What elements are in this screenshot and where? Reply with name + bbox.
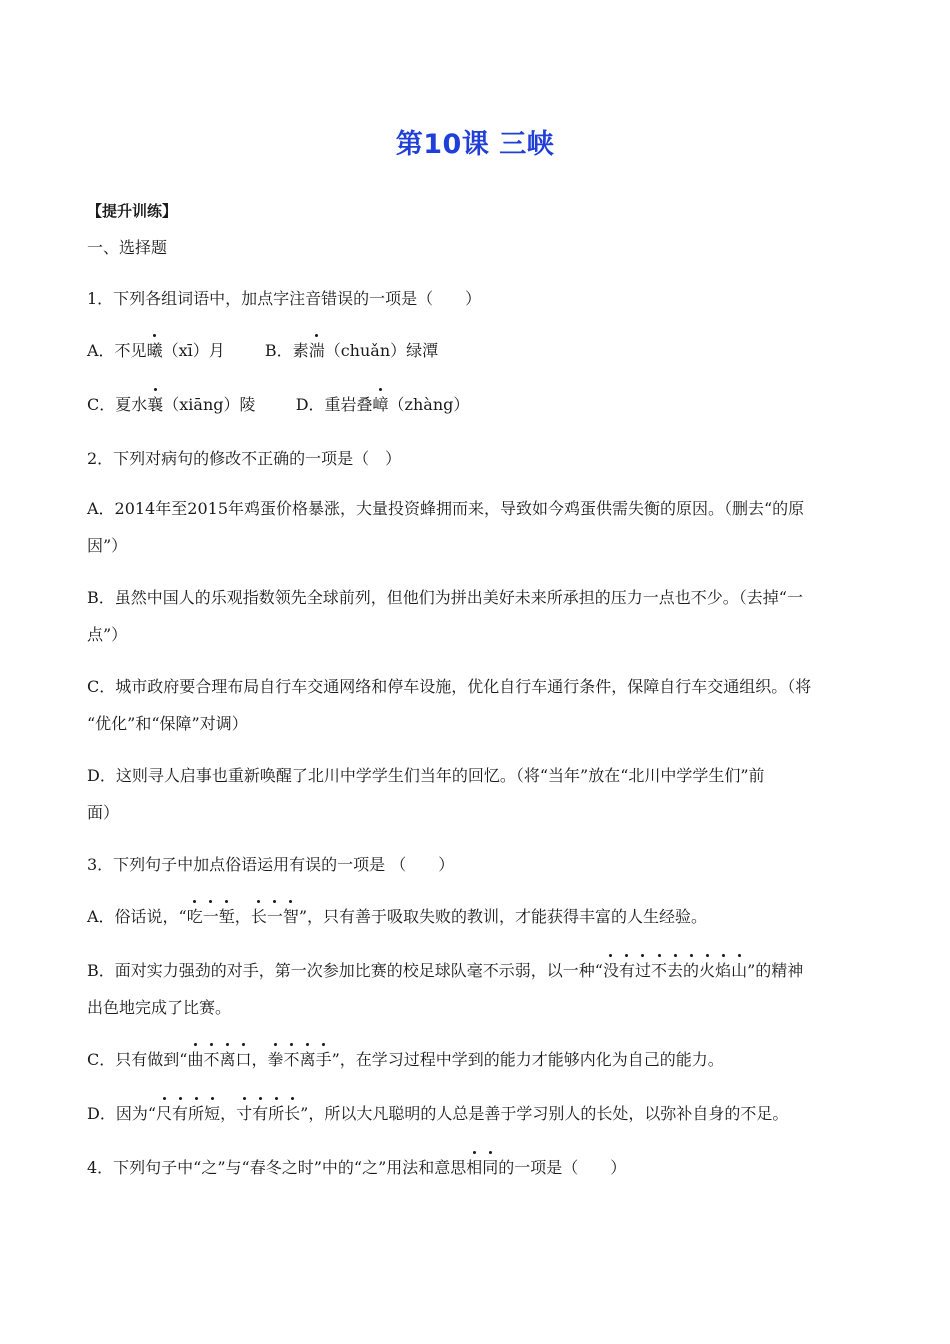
dotted-char: 一 [266, 907, 283, 926]
dotted-char: 堑 [218, 907, 235, 926]
dotted-char: 长 [250, 907, 267, 926]
dotted-char: 有 [252, 1104, 269, 1123]
dotted-char: 口 [235, 1050, 252, 1069]
q2-option-d: D．这则寻人启事也重新唤醒了北川中学学生们当年的回忆。（将“当年”放在“北川中学学生们”前 [87, 766, 765, 785]
dotted-char: 嶂 [372, 395, 389, 414]
dotted-char: 长 [284, 1104, 301, 1123]
dotted-char: 有 [172, 1104, 189, 1123]
q2-option-a-cont: 因”） [87, 536, 128, 555]
q3-option-b-cont: 出色地完成了比赛。 [87, 998, 232, 1017]
dotted-char: 尺 [156, 1104, 173, 1123]
q3-option-b: B．面对实力强劲的对手，第一次参加比赛的校足球队毫不示弱，以一种“没有过不去的火焰山”的精神 [87, 961, 804, 980]
dotted-char: 不 [283, 1050, 300, 1069]
q1-options-ab [87, 340, 438, 362]
q3-option-a: A．俗话说，“吃一堑，长一智”，只有善于吸取失败的教训，才能获得丰富的人生经验。 [87, 907, 708, 926]
dotted-char: 所 [268, 1104, 285, 1123]
dotted-char: 拳 [267, 1050, 284, 1069]
dotted-char: 有 [618, 961, 635, 980]
q3-stem: 3．下列句子中加点俗语运用有误的一项是 （ ） [87, 855, 455, 874]
dotted-char: 吃 [186, 907, 203, 926]
dotted-char: 智 [282, 907, 299, 926]
q1-option-c: C．夏水襄（xiāng）陵 [87, 395, 256, 414]
q4-stem: 4．下列句子中“之”与“春冬之时”中的“之”用法和意思相同的一项是（ ） [87, 1158, 627, 1177]
dotted-char: 寸 [236, 1104, 253, 1123]
dotted-punct: ， [234, 907, 251, 926]
dotted-char: 的 [683, 961, 700, 980]
dotted-punct: ， [220, 1104, 237, 1123]
dotted-char: 焰 [715, 961, 732, 980]
q2-option-c-cont: “优化”和“保障”对调） [87, 714, 248, 733]
q2-option-d-cont: 面） [87, 803, 120, 822]
q1-option-d: D．重岩叠嶂（zhàng） [295, 395, 470, 414]
dotted-char: 所 [188, 1104, 205, 1123]
page-title: 第10课 三峡 [395, 129, 555, 160]
dotted-char: 火 [699, 961, 716, 980]
dotted-char: 离 [299, 1050, 316, 1069]
q3-option-c: C．只有做到“曲不离口，拳不离手”，在学习过程中学到的能力才能够内化为自己的能力。 [87, 1050, 724, 1069]
dotted-char: 没 [602, 961, 619, 980]
dotted-char: 同 [482, 1158, 499, 1177]
q2-option-b: B．虽然中国人的乐观指数领先全球前列，但他们为拼出美好未来所承担的压力一点也不少。（去掉“一 [87, 588, 803, 607]
part-heading: 一、选择题 [87, 238, 168, 257]
dotted-char: 去 [667, 961, 684, 980]
dotted-char: 不 [651, 961, 668, 980]
q1-options-cd [87, 394, 469, 416]
dotted-char: 襄 [147, 395, 164, 414]
q2-option-a: A．2014年至2015年鸡蛋价格暴涨，大量投资蜂拥而来，导致如今鸡蛋供需失衡的原因。（删去“的原 [87, 499, 805, 518]
dotted-char: 过 [634, 961, 651, 980]
dotted-char: 一 [202, 907, 219, 926]
dotted-char: 手 [315, 1050, 332, 1069]
q2-option-c: C．城市政府要合理布局自行车交通网络和停车设施，优化自行车通行条件，保障自行车交通组织。（将 [87, 677, 812, 696]
dotted-char: 短 [204, 1104, 221, 1123]
q2-stem: 2．下列对病句的修改不正确的一项是（ ） [87, 449, 402, 468]
dotted-char: 相 [466, 1158, 483, 1177]
dotted-char: 湍 [308, 341, 325, 360]
q1-stem: 1．下列各组词语中，加点字注音错误的一项是（ ） [87, 289, 482, 308]
dotted-punct: ， [251, 1050, 268, 1069]
dotted-char: 曲 [187, 1050, 204, 1069]
q1-option-b: B．素湍（chuǎn）绿潭 [264, 341, 439, 360]
q1-option-a: A．不见曦（xī）月 [87, 341, 225, 360]
dotted-char: 离 [219, 1050, 236, 1069]
q2-option-b-cont: 点”） [87, 625, 128, 644]
dotted-char: 山 [731, 961, 748, 980]
section-heading: 【提升训练】 [87, 202, 178, 220]
dotted-char: 不 [203, 1050, 220, 1069]
q3-option-d: D．因为“尺有所短，寸有所长”，所以大凡聪明的人总是善于学习别人的长处，以弥补自身的不足。 [87, 1104, 789, 1123]
dotted-char: 曦 [146, 341, 163, 360]
